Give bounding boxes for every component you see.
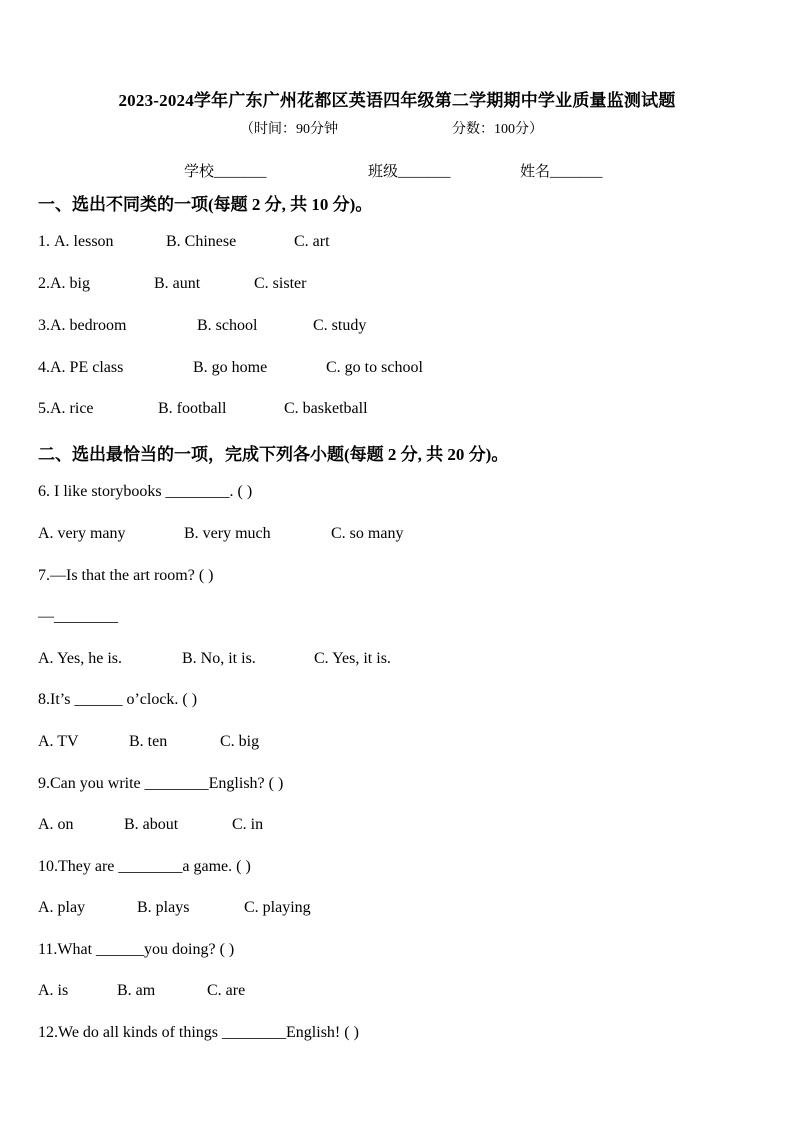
question-11: 11.What ______you doing? ( ) [38,941,235,958]
option-b: B. aunt [154,275,201,292]
option-a: A. very many [38,525,126,542]
option-c: C. so many [331,525,404,542]
school-field: 学校_______ [184,164,267,180]
option-b: B. very much [184,525,271,542]
question-9-options [38,816,263,834]
question-number: 1. [38,233,54,250]
option-a: A. play [38,899,86,916]
option-b: B. plays [137,899,190,916]
option-a: A. bedroom [50,317,127,334]
option-a: A. TV [38,733,79,750]
option-b: B. Chinese [166,233,237,250]
option-c: C. basketball [284,400,368,417]
question-6: 6. I like storybooks ________. ( ) [38,483,253,500]
page-title: 2023-2024学年广东广州花都区英语四年级第二学期期中学业质量监测试题 [118,91,676,110]
question-12: 12.We do all kinds of things ________English! ( ) [38,1024,359,1041]
name-field: 姓名_______ [520,164,603,180]
question-number: 5. [38,400,50,417]
question-6-options [38,525,403,543]
option-b: B. go home [193,359,268,376]
question-5 [38,400,368,418]
option-c: C. sister [254,275,307,292]
question-7-options [38,650,391,668]
question-2 [38,275,306,293]
option-b: B. No, it is. [182,650,256,667]
option-a: A. PE class [50,359,124,376]
question-7: 7.—Is that the art room? ( ) [38,567,214,584]
class-field: 班级_______ [368,164,451,180]
option-a: A. rice [50,400,94,417]
section-1-heading: 一、选出不同类的一项(每题 2 分, 共 10 分)。 [38,195,373,214]
question-11-options [38,982,245,1000]
exam-time: （时间：90分钟 [240,122,338,137]
option-c: C. art [294,233,330,250]
option-a: A. lesson [54,233,114,250]
option-b: B. am [117,982,156,999]
section-2-heading: 二、选出最恰当的一项，完成下列各小题(每题 2 分, 共 20 分)。 [38,445,509,464]
question-3 [38,317,366,335]
question-10-options [38,899,311,917]
question-10: 10.They are ________a game. ( ) [38,858,251,875]
option-a: A. Yes, he is. [38,650,123,667]
option-c: C. big [220,733,260,750]
option-c: C. study [313,317,367,334]
option-c: C. Yes, it is. [314,650,391,667]
question-4 [38,359,423,377]
option-c: C. are [207,982,246,999]
question-7-answer-blank: —________ [38,608,118,625]
option-b: B. school [197,317,258,334]
question-number: 2. [38,275,50,292]
option-b: B. football [158,400,227,417]
question-number: 4. [38,359,50,376]
option-c: C. go to school [326,359,423,376]
option-b: B. about [124,816,179,833]
option-c: C. in [232,816,264,833]
question-number: 3. [38,317,50,334]
question-1 [38,233,330,251]
question-8-options [38,733,259,751]
question-8: 8.It’s ______ o’clock. ( ) [38,691,198,708]
exam-score: 分数：100分） [452,122,543,137]
question-9: 9.Can you write ________English? ( ) [38,775,284,792]
option-a: A. on [38,816,74,833]
option-c: C. playing [244,899,311,916]
option-b: B. ten [129,733,168,750]
option-a: A. is [38,982,69,999]
option-a: A. big [50,275,90,292]
